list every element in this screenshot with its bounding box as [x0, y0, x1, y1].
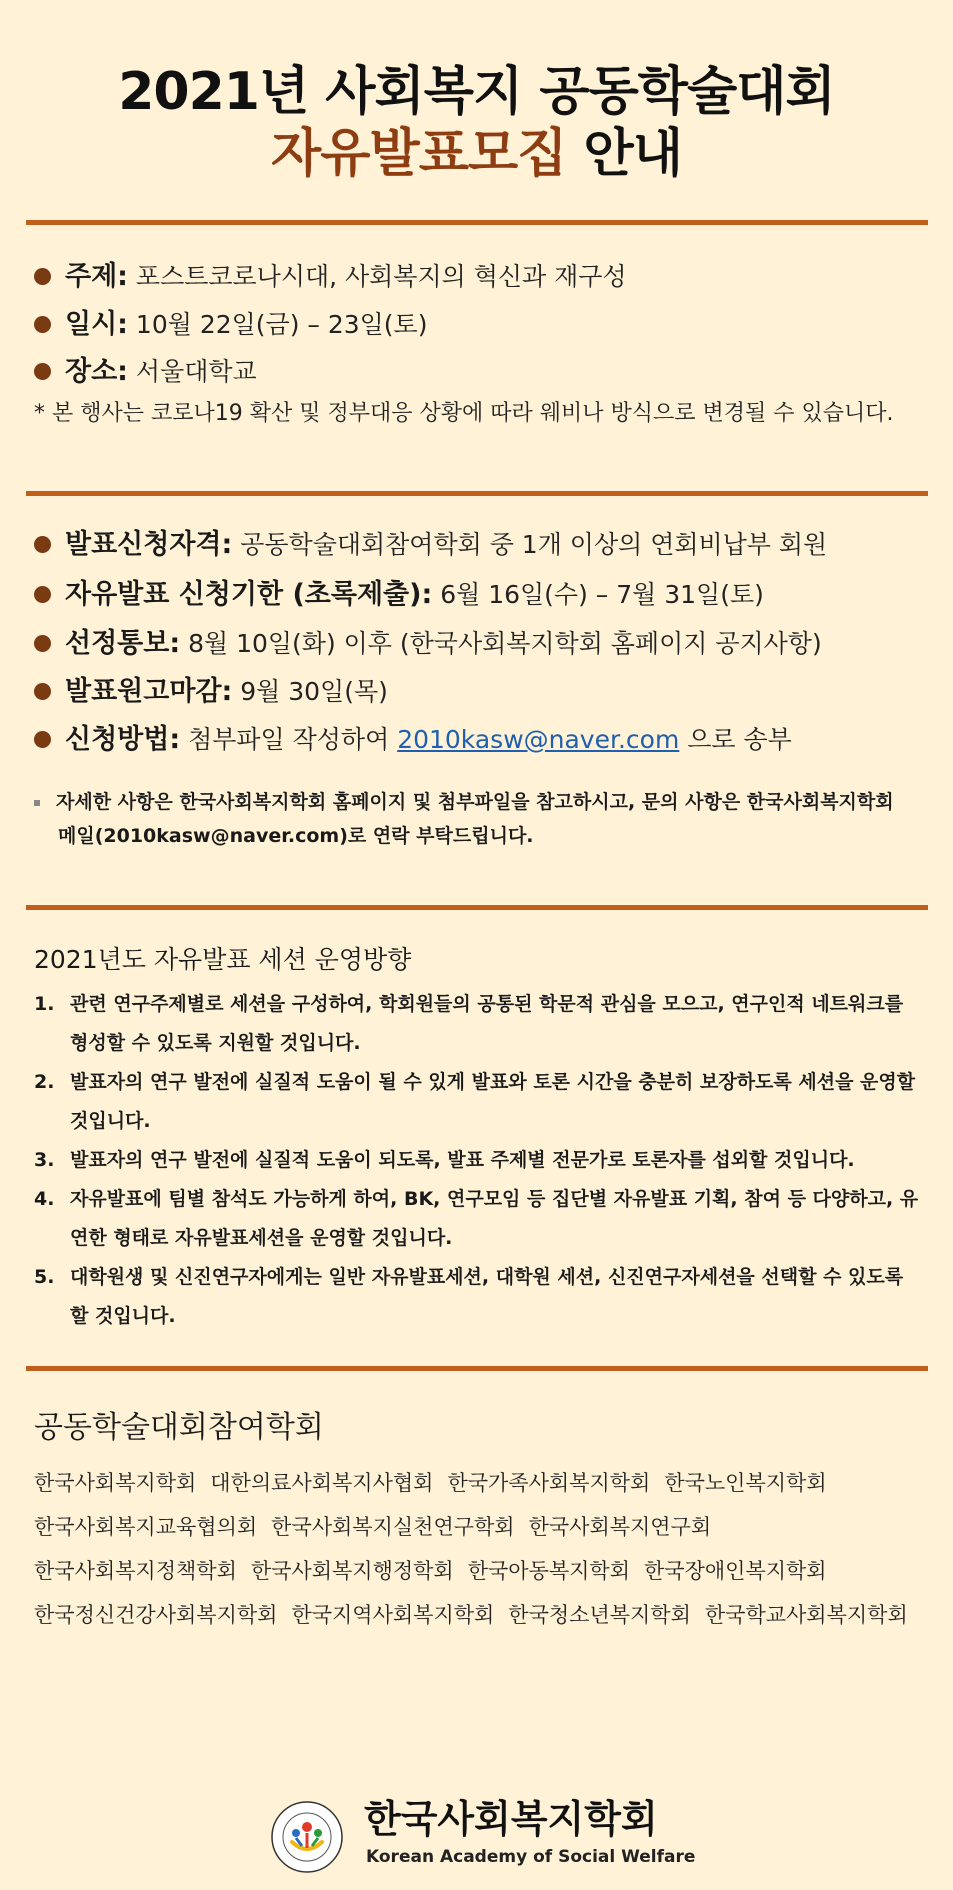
bullet-dot [34, 586, 51, 603]
subtitle-rest: 안내 [566, 124, 682, 184]
society-name: 한국정신건강사회복지학회 [34, 1603, 278, 1627]
bullet-dot [34, 536, 51, 553]
bullet-dot [34, 731, 51, 748]
list-item: 5. 대학원생 및 신진연구자에게는 일반 자유발표세션, 대학원 세션, 신진연구자세션을 선택할 수 있도록 할 것입니다. [34, 1266, 904, 1327]
detail-note [34, 785, 924, 853]
bullet-dot [34, 635, 51, 652]
bullet-dot [34, 316, 51, 333]
date-label: 일시: [65, 309, 128, 340]
bullet-dot [34, 683, 51, 700]
notice-value: 8월 10일(화) 이후 (한국사회복지학회 홈페이지 공지사항) [180, 629, 822, 658]
society-name: 한국사회복지연구회 [528, 1515, 712, 1539]
date-value: 10월 22일(금) – 23일(토) [127, 310, 428, 339]
society-name: 한국사회복지실천연구학회 [271, 1515, 515, 1539]
academy-logo-icon [270, 1800, 344, 1874]
place-row [34, 355, 257, 389]
list-item: 3. 발표자의 연구 발전에 실질적 도움이 되도록, 발표 주제별 전문가로 토론자를 섭외할 것입니다. [34, 1149, 855, 1171]
deadline-value: 6월 16일(수) – 7월 31일(토) [432, 580, 764, 609]
list-item: 2. 발표자의 연구 발전에 실질적 도움이 될 수 있게 발표와 토론 시간을 충분히 보장하도록 세션을 운영할 것입니다. [34, 1071, 916, 1132]
method-post: 으로 송부 [679, 725, 792, 754]
bullet-dot [34, 268, 51, 285]
qualification-value: 공동학술대회참여학회 중 1개 이상의 연회비납부 회원 [232, 530, 828, 559]
society-name: 한국학교사회복지학회 [704, 1603, 908, 1627]
societies-row [34, 1468, 841, 1498]
detail-line-1: 자세한 사항은 한국사회복지학회 홈페이지 및 첨부파일을 참고하시고, 문의 사항은 한국사회복지학회 [56, 791, 894, 813]
draft-deadline-row [34, 675, 388, 709]
notice-label: 선정통보: [65, 628, 181, 659]
theme-value: 포스트코로나시대, 사회복지의 혁신과 재구성 [127, 262, 627, 291]
detail-line-2: 메일(2010kasw@naver.com)로 연락 부탁드립니다. [58, 825, 534, 847]
academy-name-korean: 한국사회복지학회 [364, 1797, 658, 1841]
society-name: 한국사회복지교육협의회 [34, 1515, 258, 1539]
date-row [34, 308, 427, 342]
society-name: 한국청소년복지학회 [508, 1603, 691, 1627]
direction-list [34, 985, 926, 1336]
draft-deadline-value: 9월 30일(목) [232, 677, 388, 706]
societies-row [34, 1512, 725, 1542]
email-link[interactable]: 2010kasw@naver.com [397, 725, 680, 754]
divider [26, 491, 928, 496]
divider [26, 905, 928, 910]
square-bullet-icon [34, 800, 40, 806]
society-name: 한국사회복지정책학회 [34, 1559, 237, 1583]
divider [26, 220, 928, 225]
society-name: 한국아동복지학회 [467, 1559, 631, 1583]
method-label: 신청방법: [65, 724, 181, 755]
society-name: 한국사회복지행정학회 [250, 1559, 454, 1583]
bullet-dot [34, 363, 51, 380]
qualification-row [34, 528, 827, 562]
theme-row [34, 260, 627, 294]
societies-heading: 공동학술대회참여학회 [34, 1410, 324, 1445]
list-item: 4. 자유발표에 팀별 참석도 가능하게 하여, BK, 연구모임 등 집단별 자유발표 기획, 참여 등 다양하고, 유연한 형태로 자유발표세션을 운영할 것입니다. [34, 1188, 919, 1249]
society-name: 한국노인복지학회 [664, 1471, 827, 1495]
method-row [34, 723, 792, 757]
event-note: * 본 행사는 코로나19 확산 및 정부대응 상황에 따라 웨비나 방식으로 변경될 수 있습니다. [34, 401, 894, 426]
direction-heading: 2021년도 자유발표 세션 운영방향 [34, 945, 412, 974]
list-item: 1. 관련 연구주제별로 세션을 구성하여, 학회원들의 공통된 학문적 관심을 모으고, 연구인적 네트워크를 형성할 수 있도록 지원할 것입니다. [34, 993, 904, 1054]
academy-name-english: Korean Academy of Social Welfare [366, 1847, 696, 1867]
societies-row [34, 1600, 922, 1630]
theme-label: 주제: [65, 261, 128, 292]
divider [26, 1366, 928, 1371]
society-name: 한국가족사회복지학회 [447, 1471, 651, 1495]
deadline-label: 자유발표 신청기한 (초록제출): [65, 579, 433, 610]
deadline-row [34, 578, 764, 612]
qualification-label: 발표신청자격: [65, 529, 233, 560]
place-label: 장소: [65, 356, 128, 387]
society-name: 대한의료사회복지사협회 [210, 1471, 434, 1495]
society-name: 한국사회복지학회 [34, 1471, 197, 1495]
notice-row [34, 627, 822, 661]
method-pre: 첨부파일 작성하여 [180, 725, 398, 754]
draft-deadline-label: 발표원고마감: [65, 676, 233, 707]
societies-row [34, 1556, 841, 1586]
subtitle-accent: 자유발표모집 [271, 124, 567, 184]
page-title: 2021년 사회복지 공동학술대회 [118, 62, 835, 122]
page-subtitle [0, 124, 953, 184]
society-name: 한국장애인복지학회 [644, 1559, 827, 1583]
place-value: 서울대학교 [127, 357, 257, 386]
society-name: 한국지역사회복지학회 [291, 1603, 495, 1627]
